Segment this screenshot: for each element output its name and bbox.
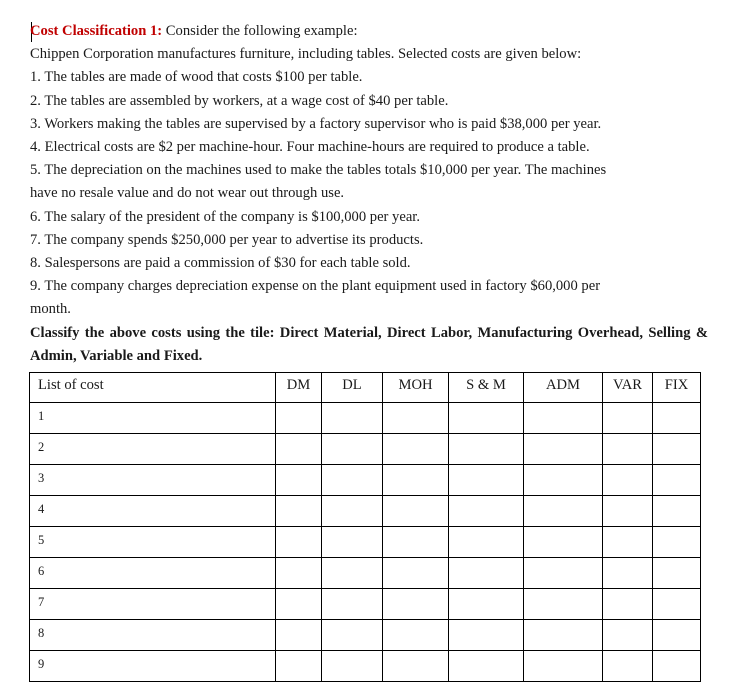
cell-dl[interactable] xyxy=(322,589,383,620)
cell-dl[interactable] xyxy=(322,496,383,527)
header-dm: DM xyxy=(276,373,322,403)
cell-fix[interactable] xyxy=(653,651,701,682)
cell-dm[interactable] xyxy=(276,620,322,651)
cell-dm[interactable] xyxy=(276,403,322,434)
cell-fix[interactable] xyxy=(653,620,701,651)
row-number: 3 xyxy=(30,465,276,496)
cost-classification-table xyxy=(29,372,701,682)
cell-dm[interactable] xyxy=(276,558,322,589)
cell-dm[interactable] xyxy=(276,527,322,558)
cell-fix[interactable] xyxy=(653,403,701,434)
header-fix: FIX xyxy=(653,373,701,403)
table-row xyxy=(30,434,701,465)
cell-var[interactable] xyxy=(603,589,653,620)
cell-var[interactable] xyxy=(603,465,653,496)
table-row xyxy=(30,496,701,527)
cell-moh[interactable] xyxy=(383,651,449,682)
document-body xyxy=(30,20,710,368)
cost-item-1: 1. The tables are made of wood that costs $100 per table. xyxy=(30,69,363,86)
cost-item-5: 5. The depreciation on the machines used to make the tables totals $10,000 per year. The machines xyxy=(30,162,607,179)
row-number: 5 xyxy=(30,527,276,558)
cell-moh[interactable] xyxy=(383,496,449,527)
cell-var[interactable] xyxy=(603,403,653,434)
cell-s-and-m[interactable] xyxy=(449,434,524,465)
cell-s-and-m[interactable] xyxy=(449,651,524,682)
header-dl: DL xyxy=(322,373,383,403)
row-number: 8 xyxy=(30,620,276,651)
heading-line xyxy=(30,20,710,43)
cell-s-and-m[interactable] xyxy=(449,527,524,558)
cell-moh[interactable] xyxy=(383,589,449,620)
cell-dl[interactable] xyxy=(322,403,383,434)
cell-fix[interactable] xyxy=(653,527,701,558)
table-header-row xyxy=(30,373,701,403)
row-number: 7 xyxy=(30,589,276,620)
table-row xyxy=(30,465,701,496)
cell-moh[interactable] xyxy=(383,403,449,434)
cell-s-and-m[interactable] xyxy=(449,558,524,589)
row-number: 9 xyxy=(30,651,276,682)
cost-item-6: 6. The salary of the president of the company is $100,000 per year. xyxy=(30,208,421,225)
cell-adm[interactable] xyxy=(524,651,603,682)
cost-item-9-continued: month. xyxy=(30,301,71,318)
row-number: 4 xyxy=(30,496,276,527)
table-row xyxy=(30,620,701,651)
row-number: 6 xyxy=(30,558,276,589)
cell-moh[interactable] xyxy=(383,527,449,558)
cell-moh[interactable] xyxy=(383,465,449,496)
cell-dl[interactable] xyxy=(322,620,383,651)
cell-dm[interactable] xyxy=(276,651,322,682)
instruction: Classify the above costs using the tile: Direct Material, Direct Labor, Manufacturing Overhead, Selling & Admin, Variable and Fixed. xyxy=(30,324,708,364)
cell-fix[interactable] xyxy=(653,434,701,465)
cost-item-5-continued: have no resale value and do not wear out through use. xyxy=(30,185,345,202)
cost-item-9: 9. The company charges depreciation expense on the plant equipment used in factory $60,000 per xyxy=(30,278,601,295)
cell-var[interactable] xyxy=(603,620,653,651)
cell-dl[interactable] xyxy=(322,558,383,589)
cell-dm[interactable] xyxy=(276,434,322,465)
cell-dl[interactable] xyxy=(322,434,383,465)
cell-dm[interactable] xyxy=(276,589,322,620)
cost-item-8: 8. Salespersons are paid a commission of $30 for each table sold. xyxy=(30,255,411,272)
cell-dm[interactable] xyxy=(276,496,322,527)
cell-fix[interactable] xyxy=(653,465,701,496)
heading-label: Cost Classification 1: xyxy=(30,23,163,39)
description: Chippen Corporation manufactures furniture, including tables. Selected costs are given below: xyxy=(30,46,582,63)
cost-item-4: 4. Electrical costs are $2 per machine-hour. Four machine-hours are required to produce a table. xyxy=(30,139,590,156)
cost-item-3: 3. Workers making the tables are supervised by a factory supervisor who is paid $38,000 per year. xyxy=(30,115,602,132)
header-var: VAR xyxy=(603,373,653,403)
cell-dl[interactable] xyxy=(322,651,383,682)
header-list-of-cost: List of cost xyxy=(30,373,276,403)
row-number: 2 xyxy=(30,434,276,465)
cell-var[interactable] xyxy=(603,651,653,682)
cell-moh[interactable] xyxy=(383,558,449,589)
row-number: 1 xyxy=(30,403,276,434)
header-s-and-m: S & M xyxy=(449,373,524,403)
cell-fix[interactable] xyxy=(653,589,701,620)
cell-adm[interactable] xyxy=(524,620,603,651)
cell-s-and-m[interactable] xyxy=(449,465,524,496)
table-row xyxy=(30,651,701,682)
table-row xyxy=(30,558,701,589)
cell-adm[interactable] xyxy=(524,434,603,465)
cell-s-and-m[interactable] xyxy=(449,403,524,434)
heading-intro: Consider the following example: xyxy=(162,23,358,39)
cell-moh[interactable] xyxy=(383,620,449,651)
cell-adm[interactable] xyxy=(524,465,603,496)
header-adm: ADM xyxy=(524,373,603,403)
cell-s-and-m[interactable] xyxy=(449,496,524,527)
cell-adm[interactable] xyxy=(524,496,603,527)
cell-var[interactable] xyxy=(603,434,653,465)
cell-s-and-m[interactable] xyxy=(449,620,524,651)
table-row xyxy=(30,403,701,434)
cell-fix[interactable] xyxy=(653,558,701,589)
cell-dl[interactable] xyxy=(322,527,383,558)
cell-var[interactable] xyxy=(603,558,653,589)
cell-adm[interactable] xyxy=(524,589,603,620)
cell-adm[interactable] xyxy=(524,403,603,434)
cell-s-and-m[interactable] xyxy=(449,589,524,620)
cell-var[interactable] xyxy=(603,496,653,527)
table-row xyxy=(30,527,701,558)
cell-adm[interactable] xyxy=(524,527,603,558)
table-row xyxy=(30,589,701,620)
cell-adm[interactable] xyxy=(524,558,603,589)
cell-var[interactable] xyxy=(603,527,653,558)
cost-item-2: 2. The tables are assembled by workers, at a wage cost of $40 per table. xyxy=(30,92,449,109)
cell-dl[interactable] xyxy=(322,465,383,496)
cell-dm[interactable] xyxy=(276,465,322,496)
cell-moh[interactable] xyxy=(383,434,449,465)
cell-fix[interactable] xyxy=(653,496,701,527)
cost-item-7: 7. The company spends $250,000 per year to advertise its products. xyxy=(30,231,424,248)
header-moh: MOH xyxy=(383,373,449,403)
